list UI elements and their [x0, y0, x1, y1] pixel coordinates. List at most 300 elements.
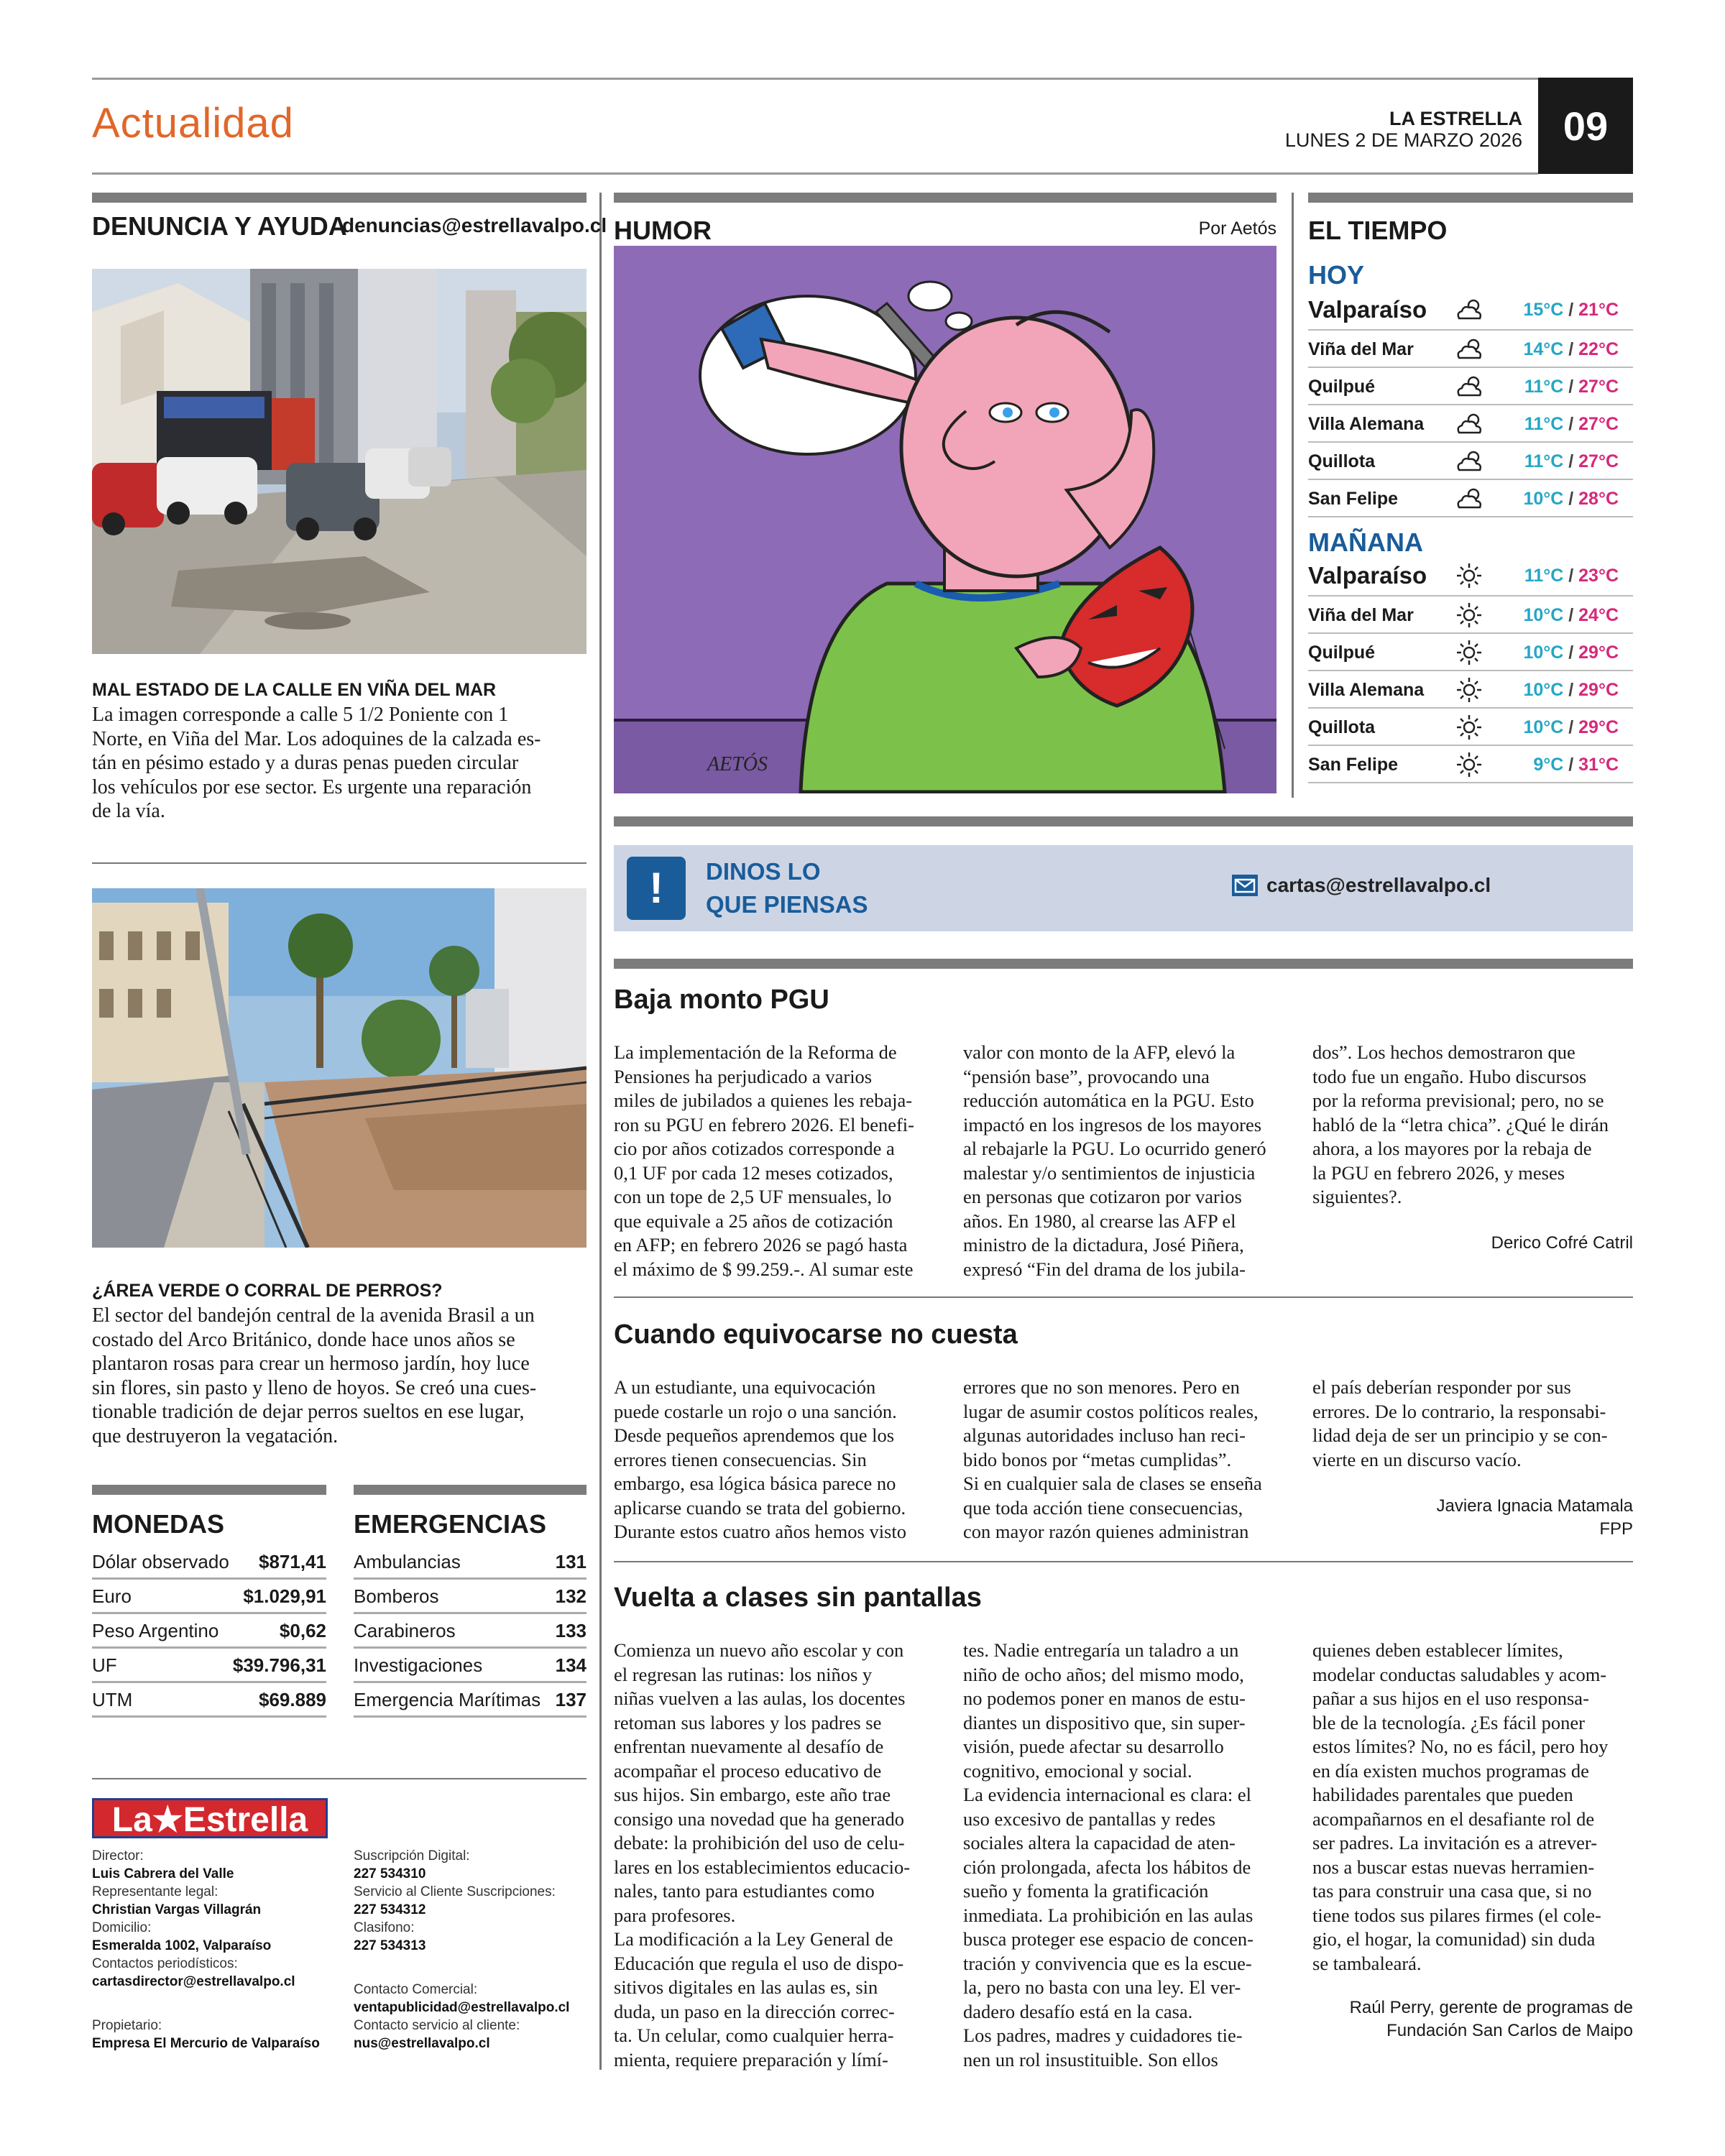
text-line: gio, el hogar, la comunidad) sin duda: [1312, 1928, 1596, 1950]
weather-row: [1308, 369, 1633, 405]
banner-line: QUE PIENSAS: [706, 891, 868, 918]
row-value: 132: [555, 1585, 586, 1607]
row-label: Dólar observado: [92, 1551, 229, 1572]
text-line: valor con monto de la AFP, elevó la: [963, 1041, 1236, 1063]
text-line: en AFP; en febrero 2026 se pagó hasta: [614, 1234, 908, 1256]
emergencias-table: [354, 1545, 586, 1718]
weather-city: Viña del Mar: [1308, 338, 1414, 359]
weather-row: [1308, 482, 1633, 517]
text-line: la PGU en febrero 2026, y meses: [1312, 1161, 1565, 1184]
monedas-title: MONEDAS: [92, 1509, 225, 1539]
letter-title: Vuelta a clases sin pantallas: [614, 1583, 982, 1613]
top-rule: [92, 78, 1633, 80]
text-line: miles de jubilados a quienes les rebaja-: [614, 1089, 913, 1111]
separator: [614, 1561, 1633, 1562]
humor-title: HUMOR: [614, 216, 712, 245]
weather-city: Quillota: [1308, 717, 1376, 737]
text-line: que toda acción tiene consecuencias,: [963, 1496, 1243, 1519]
partly-cloudy-icon: [1449, 297, 1489, 323]
weather-temp: 11°C / 23°C: [1524, 565, 1619, 586]
item-1-body: [92, 703, 586, 824]
text-line: Durante estos cuatro años hemos visto: [614, 1521, 906, 1542]
text-line: ta. Un celular, como cualquier herra-: [614, 2024, 894, 2046]
text-line: todo fue un engaño. Hubo discursos: [1312, 1065, 1587, 1087]
exclamation-icon: !: [627, 857, 686, 920]
temp-max: 29°C: [1578, 642, 1619, 663]
section-title: Actualidad: [92, 100, 294, 147]
text-line: ser padres. La invitación es a atrever-: [1312, 1832, 1598, 1853]
weather-city: Quilpué: [1308, 642, 1376, 663]
street-photo: [92, 269, 586, 654]
text-line: habilidades parentales que pueden: [1312, 1784, 1573, 1805]
monedas-bar: [92, 1485, 326, 1495]
weather-today-label: HOY: [1308, 260, 1365, 290]
text-line: siguientes?.: [1312, 1186, 1402, 1207]
row-label: Carabineros: [354, 1620, 456, 1641]
letter-2-col-1: [614, 1376, 933, 1544]
weather-city: Villa Alemana: [1308, 413, 1425, 434]
text-line: mienta, requiere preparación y límí-: [614, 2048, 888, 2070]
text-line: se tambaleará.: [1312, 1952, 1422, 1974]
text-line: La implementación de la Reforma de: [614, 1041, 897, 1063]
banner-text: [706, 855, 868, 921]
text-line: el país deberían responder por sus: [1312, 1376, 1571, 1398]
letter-1-signature: [1312, 1232, 1633, 1255]
banner-line: DINOS LO: [706, 858, 821, 885]
weather-row: [1308, 556, 1633, 596]
text-line: con mayor razón quienes administran: [963, 1521, 1249, 1542]
weather-temp: 11°C / 27°C: [1524, 413, 1619, 434]
text-line: errores que no son menores. Pero en: [963, 1376, 1240, 1398]
text-line: años. En 1980, al crearse las AFP el: [963, 1210, 1236, 1232]
weather-city: Valparaíso: [1308, 296, 1427, 323]
sun-icon: [1449, 601, 1489, 630]
letter-2-col-2: [963, 1376, 1282, 1544]
text-line: duda, un paso en la dirección correc-: [614, 2000, 895, 2022]
sun-icon: [1449, 750, 1489, 779]
text-line: nos a buscar estas nuevas herramien-: [1312, 1856, 1595, 1878]
text-line: Si en cualquier sala de clases se enseña: [963, 1473, 1262, 1494]
letter-3-col-2: [963, 1639, 1282, 2072]
column-bar-left: [92, 193, 586, 203]
staff-owner: [92, 2017, 336, 2053]
weather-temp: 14°C / 22°C: [1523, 338, 1619, 359]
temp-min: 10°C: [1523, 679, 1564, 700]
weather-temp: 11°C / 27°C: [1524, 451, 1619, 471]
text-line: inmediata. La prohibición en las aulas: [963, 1904, 1254, 1926]
row-label: Euro: [92, 1585, 132, 1607]
text-line: nen un rol insustituible. Son ellos: [963, 2048, 1218, 2070]
letters-email-link[interactable]: [1232, 874, 1491, 897]
text-line: en personas que cotizaron por varios: [963, 1186, 1242, 1207]
body-line: tán en pésimo estado y a duras penas pueden circular: [92, 752, 519, 774]
signature-line: Javiera Ignacia Matamala: [1436, 1496, 1633, 1516]
weather-row: [1308, 290, 1633, 331]
text-line: embargo, esa lógica básica parece no: [614, 1473, 896, 1494]
staff-label: Representante legal:: [92, 1884, 218, 1899]
text-line: Desde pequeños aprendemos que los: [614, 1424, 895, 1446]
staff-label: Director:: [92, 1848, 144, 1864]
text-line: Educación que regula el uso de dispo-: [614, 1952, 904, 1974]
text-line: debate: la prohibición del uso de celu-: [614, 1832, 905, 1853]
letters-bar: [614, 959, 1633, 969]
table-row: [354, 1580, 586, 1614]
letters-banner: [614, 845, 1633, 931]
staff-value: cartasdirector@estrellavalpo.cl: [92, 1974, 295, 1989]
denuncia-title: DENUNCIA Y AYUDA: [92, 211, 347, 241]
body-line: de la vía.: [92, 800, 165, 822]
temp-max: 27°C: [1578, 376, 1619, 397]
weather-city: San Felipe: [1308, 488, 1399, 509]
weather-city: Viña del Mar: [1308, 604, 1414, 625]
signature-line: Fundación San Carlos de Maipo: [1386, 2021, 1633, 2040]
weather-city: Villa Alemana: [1308, 679, 1425, 700]
text-line: la, pero no basta con una ley. El ver-: [963, 1976, 1241, 1998]
staff-value: Luis Cabrera del Valle: [92, 1866, 234, 1881]
column-bar-center: [614, 193, 1276, 203]
column-divider-left: [599, 193, 602, 2070]
weather-row: [1308, 444, 1633, 480]
partly-cloudy-icon: [1449, 486, 1489, 512]
weather-row: [1308, 332, 1633, 368]
weather-title: EL TIEMPO: [1308, 216, 1448, 245]
sun-icon: [1449, 561, 1489, 590]
body-line: tionable tradición de dejar perros sueltos en ese lugar,: [92, 1401, 525, 1423]
row-label: Peso Argentino: [92, 1620, 219, 1641]
staff-contacts: [354, 1981, 598, 2053]
weather-row: [1308, 710, 1633, 746]
row-label: UTM: [92, 1689, 133, 1710]
table-row: [92, 1580, 326, 1614]
staff-value: Christian Vargas Villagrán: [92, 1902, 262, 1917]
temp-max: 31°C: [1578, 754, 1619, 775]
humor-cartoon: [614, 246, 1276, 793]
text-line: reducción automática en la PGU. Esto: [963, 1089, 1254, 1111]
emergencias-title: EMERGENCIAS: [354, 1509, 547, 1539]
header-rule: [92, 172, 1538, 175]
letter-3-col-1: [614, 1639, 933, 2072]
temp-min: 11°C: [1524, 376, 1564, 397]
letter-title: Cuando equivocarse no cuesta: [614, 1319, 1018, 1350]
staff-left: [92, 1847, 336, 1991]
temp-max: 29°C: [1578, 679, 1619, 700]
body-line: Norte, en Viña del Mar. Los adoquines de la calzada es-: [92, 727, 541, 750]
text-line: 0,1 UF por cada 12 meses cotizados,: [614, 1161, 893, 1184]
text-line: tes. Nadie entregaría un taladro a un: [963, 1639, 1239, 1661]
partly-cloudy-icon: [1449, 374, 1489, 400]
temp-max: 22°C: [1578, 338, 1619, 359]
staff-label: Contactos periodísticos:: [92, 1956, 238, 1971]
weather-temp: 10°C / 24°C: [1523, 604, 1619, 625]
row-label: Emergencia Marítimas: [354, 1689, 541, 1710]
text-line: lugar de asumir costos políticos reales,: [963, 1400, 1259, 1422]
sun-icon: [1449, 713, 1489, 742]
text-line: dos”. Los hechos demostraron que: [1312, 1041, 1576, 1063]
weather-temp: 10°C / 29°C: [1523, 679, 1619, 700]
staff-right: [354, 1847, 591, 1955]
table-row: [92, 1683, 326, 1718]
weather-row: [1308, 407, 1633, 443]
staff-label: Propietario:: [92, 2018, 162, 2033]
text-line: uso excesivo de pantallas y redes: [963, 1807, 1216, 1830]
text-line: cognitivo, emocional y social.: [963, 1759, 1192, 1782]
temp-max: 29°C: [1578, 717, 1619, 737]
text-line: niño de ocho años; del mismo modo,: [963, 1663, 1244, 1685]
row-value: 137: [555, 1689, 586, 1710]
monedas-table: [92, 1545, 326, 1718]
signature-line: Derico Cofré Catril: [1491, 1233, 1633, 1253]
humor-author: Por Aetós: [1198, 218, 1276, 239]
weather-temp: 10°C / 29°C: [1523, 642, 1619, 663]
text-line: lares en los establecimientos educacio-: [614, 1856, 911, 1878]
row-value: $39.796,31: [232, 1654, 326, 1676]
partly-cloudy-icon: [1449, 411, 1489, 437]
temp-min: 11°C: [1524, 451, 1564, 471]
issue-date: LUNES 2 DE MARZO 2026: [1284, 129, 1522, 151]
text-line: con un tope de 2,5 UF mensuales, lo: [614, 1186, 892, 1207]
row-label: Investigaciones: [354, 1654, 483, 1676]
text-line: puede costarle un rojo o una sanción.: [614, 1400, 897, 1422]
weather-row: [1308, 635, 1633, 671]
weather-city: Quillota: [1308, 451, 1376, 471]
text-line: tración y convivencia que es la escue-: [963, 1952, 1252, 1974]
text-line: Comienza un nuevo año escolar y con: [614, 1639, 904, 1661]
text-line: aplicarse cuando se trata del gobierno.: [614, 1496, 906, 1519]
row-value: $0,62: [279, 1620, 326, 1641]
staff-label: Clasifono:: [354, 1920, 415, 1935]
text-line: algunas autoridades incluso han reci-: [963, 1424, 1246, 1446]
text-line: que equivale a 25 años de cotización: [614, 1210, 893, 1232]
text-line: Pensiones ha perjudicado a varios: [614, 1065, 873, 1087]
text-line: acompañar el proceso educativo de: [614, 1759, 882, 1782]
text-line: errores. De lo contrario, la responsabi-: [1312, 1400, 1606, 1422]
text-line: consigo una novedad que ha generado: [614, 1807, 904, 1830]
text-line: ron su PGU en febrero 2026. El benefi-: [614, 1113, 914, 1135]
temp-max: 24°C: [1578, 604, 1619, 625]
text-line: dadero desafío está en la casa.: [963, 2000, 1193, 2022]
mail-icon: [1232, 875, 1258, 896]
cartoonist-signature: AETÓS: [707, 753, 768, 775]
body-line: que destruyeron la vegatación.: [92, 1424, 339, 1447]
temp-max: 28°C: [1578, 488, 1619, 509]
text-line: para profesores.: [614, 1904, 736, 1926]
weather-row: [1308, 598, 1633, 634]
body-line: El sector del bandejón central de la avenida Brasil a un: [92, 1304, 535, 1327]
weather-city: San Felipe: [1308, 754, 1399, 775]
text-line: Los padres, madres y cuidadores tie-: [963, 2024, 1243, 2046]
staff-value: 227 534310: [354, 1866, 426, 1881]
body-line: plantaron rosas para crear un hermoso jardín, hoy luce: [92, 1353, 530, 1375]
text-line: por la reforma previsional; pero, no se: [1312, 1089, 1604, 1111]
text-line: La evidencia internacional es clara: el: [963, 1784, 1251, 1805]
body-line: La imagen corresponde a calle 5 1/2 Poniente con 1: [92, 704, 509, 726]
staff-label: Contacto Comercial:: [354, 1982, 478, 1997]
staff-value: 227 534312: [354, 1902, 426, 1917]
weather-temp: 10°C / 29°C: [1523, 717, 1619, 737]
temp-min: 10°C: [1523, 488, 1564, 509]
staff-label: Servicio al Cliente Suscripciones:: [354, 1884, 556, 1899]
item-2-headline: ¿ÁREA VERDE O CORRAL DE PERROS?: [92, 1281, 443, 1301]
signature-line: FPP: [1599, 1519, 1633, 1539]
row-value: 131: [555, 1551, 586, 1572]
separator: [614, 1296, 1633, 1298]
table-row: [354, 1683, 586, 1718]
staff-label: Contacto servicio al cliente:: [354, 2018, 520, 2033]
signature-line: Raúl Perry, gerente de programas de: [1349, 1998, 1633, 2017]
staff-value: nus@estrellavalpo.cl: [354, 2036, 490, 2051]
text-line: La modificación a la Ley General de: [614, 1928, 893, 1950]
staff-value: 227 534313: [354, 1938, 426, 1953]
row-label: Bomberos: [354, 1585, 439, 1607]
staff-label: Suscripción Digital:: [354, 1848, 470, 1864]
column-bar-right: [1308, 193, 1633, 203]
text-line: el regresan las rutinas: los niños y: [614, 1663, 873, 1685]
text-line: sitivos digitales en las aulas es, sin: [614, 1976, 878, 1998]
weather-temp: 15°C / 21°C: [1523, 299, 1619, 320]
partly-cloudy-icon: [1449, 336, 1489, 362]
body-line: costado del Arco Británico, donde hace unos años se: [92, 1328, 515, 1351]
letter-3-signature: [1312, 1996, 1633, 2042]
temp-max: 27°C: [1578, 451, 1619, 471]
text-line: diantes un dispositivo que, sin super-: [963, 1711, 1246, 1733]
temp-max: 21°C: [1578, 299, 1619, 320]
item-2-body: [92, 1304, 586, 1448]
table-row: [92, 1614, 326, 1649]
temp-min: 14°C: [1523, 338, 1564, 359]
denuncia-email[interactable]: denuncias@estrellavalpo.cl: [342, 214, 607, 236]
staff-value: Esmeralda 1002, Valparaíso: [92, 1938, 272, 1953]
temp-min: 11°C: [1524, 413, 1564, 434]
text-line: cio por años cotizados corresponde a: [614, 1138, 895, 1159]
row-value: 133: [555, 1620, 586, 1641]
text-line: malestar y/o sentimientos de injusticia: [963, 1161, 1256, 1184]
text-line: bido bonos por “metas cumplidas”.: [963, 1448, 1232, 1470]
weather-row: [1308, 673, 1633, 709]
text-line: nales, tanto para estudiantes como: [614, 1880, 875, 1902]
text-line: enfrentan nuevamente al desafío de: [614, 1736, 884, 1757]
weather-temp: 9°C / 31°C: [1533, 754, 1619, 775]
text-line: impactó en los ingresos de los mayores: [963, 1113, 1262, 1135]
sun-icon: [1449, 676, 1489, 704]
item-1-headline: MAL ESTADO DE LA CALLE EN VIÑA DEL MAR: [92, 680, 497, 700]
text-line: ble de la tecnología. ¿Es fácil poner: [1312, 1711, 1585, 1733]
row-value: $69.889: [259, 1689, 326, 1710]
body-line: los vehículos por ese sector. Es urgente una reparación: [92, 775, 532, 798]
text-line: modelar conductas saludables y acom-: [1312, 1663, 1607, 1685]
weather-city: Valparaíso: [1308, 562, 1427, 589]
separator: [92, 1778, 586, 1779]
row-value: 134: [555, 1654, 586, 1676]
separator: [92, 862, 586, 864]
weather-panel: [1308, 260, 1633, 792]
letters-email: cartas@estrellavalpo.cl: [1266, 874, 1491, 896]
text-line: quienes deben establecer límites,: [1312, 1639, 1563, 1661]
text-line: A un estudiante, una equivocación: [614, 1376, 876, 1398]
text-line: acompañarnos en el desafiante rol de: [1312, 1807, 1595, 1830]
table-row: [92, 1649, 326, 1683]
temp-min: 10°C: [1523, 717, 1564, 737]
temp-max: 23°C: [1578, 565, 1619, 586]
text-line: errores tienen consecuencias. Sin: [614, 1448, 867, 1470]
text-line: pañar a sus hijos en el uso responsa-: [1312, 1687, 1589, 1709]
letter-1-col-1: [614, 1041, 933, 1281]
text-line: vierte en un discurso vacío.: [1312, 1448, 1522, 1470]
staff-value: Empresa El Mercurio de Valparaíso: [92, 2036, 320, 2051]
text-line: ahora, a los mayores por la rebaja de: [1312, 1138, 1592, 1159]
weather-tomorrow-label: MAÑANA: [1308, 528, 1423, 557]
text-line: sociales altera la capacidad de aten-: [963, 1832, 1236, 1853]
table-row: [354, 1649, 586, 1683]
text-line: lidad deja de ser un principio y se con-: [1312, 1424, 1608, 1446]
text-line: tiene todos sus pilares firmes (el cole-: [1312, 1904, 1601, 1926]
body-line: sin flores, sin pasto y lleno de hoyos. Se creó una cues-: [92, 1376, 537, 1399]
text-line: tas para construir una casa que, si no: [1312, 1880, 1592, 1902]
text-line: niñas vuelven a las aulas, los docentes: [614, 1687, 906, 1709]
emergencias-bar: [354, 1485, 586, 1495]
column-divider-right: [1292, 193, 1294, 798]
letter-1-col-2: [963, 1041, 1282, 1281]
page-number: 09: [1538, 78, 1633, 174]
temp-min: 10°C: [1523, 642, 1564, 663]
temp-max: 27°C: [1578, 413, 1619, 434]
table-row: [92, 1545, 326, 1580]
text-line: busca proteger ese espacio de concen-: [963, 1928, 1254, 1950]
letter-2-signature: [1312, 1495, 1633, 1541]
weather-temp: 11°C / 27°C: [1524, 376, 1619, 397]
table-row: [354, 1545, 586, 1580]
temp-min: 11°C: [1524, 565, 1564, 586]
letter-title: Baja monto PGU: [614, 985, 829, 1015]
text-line: sueño y fomenta la gratificación: [963, 1880, 1209, 1902]
text-line: “pensión base”, provocando una: [963, 1065, 1210, 1087]
letter-1-col-3: [1312, 1041, 1632, 1210]
la-estrella-logo: La★Estrella: [92, 1798, 328, 1838]
letter-3-col-3: [1312, 1639, 1632, 1976]
weather-row: [1308, 747, 1633, 783]
text-line: expresó “Fin del drama de los jubila-: [963, 1258, 1246, 1280]
row-value: $1.029,91: [243, 1585, 326, 1607]
text-line: retoman sus labores y los padres se: [614, 1711, 882, 1733]
text-line: el máximo de $ 99.259.-. Al sumar este: [614, 1258, 914, 1280]
row-label: UF: [92, 1654, 117, 1676]
row-label: Ambulancias: [354, 1551, 461, 1572]
staff-label: Domicilio:: [92, 1920, 152, 1935]
row-value: $871,41: [259, 1551, 326, 1572]
text-line: ción prolongada, afecta los hábitos de: [963, 1856, 1251, 1878]
text-line: estos límites? No, no es fácil, pero hoy: [1312, 1736, 1609, 1757]
avenue-photo: [92, 888, 586, 1248]
paper-name: LA ESTRELLA: [1389, 108, 1522, 129]
weather-temp: 10°C / 28°C: [1523, 488, 1619, 509]
letters-bar: [614, 816, 1633, 826]
text-line: sus hijos. Sin embargo, este año trae: [614, 1784, 891, 1805]
sun-icon: [1449, 638, 1489, 667]
text-line: visión, puede afectar su desarrollo: [963, 1736, 1224, 1757]
text-line: ministro de la dictadura, José Piñera,: [963, 1234, 1244, 1256]
weather-city: Quilpué: [1308, 376, 1376, 397]
temp-min: 10°C: [1523, 604, 1564, 625]
text-line: no podemos poner en manos de estu-: [963, 1687, 1246, 1709]
letter-2-col-3: [1312, 1376, 1632, 1472]
text-line: en día existen muchos programas de: [1312, 1759, 1589, 1782]
text-line: habló de la “letra chica”. ¿Qué le dirán: [1312, 1113, 1609, 1135]
text-line: al rebajarle la PGU. Lo ocurrido generó: [963, 1138, 1266, 1159]
temp-min: 9°C: [1533, 754, 1564, 775]
table-row: [354, 1614, 586, 1649]
staff-value: ventapublicidad@estrellavalpo.cl: [354, 2000, 570, 2015]
partly-cloudy-icon: [1449, 448, 1489, 474]
temp-min: 15°C: [1523, 299, 1564, 320]
